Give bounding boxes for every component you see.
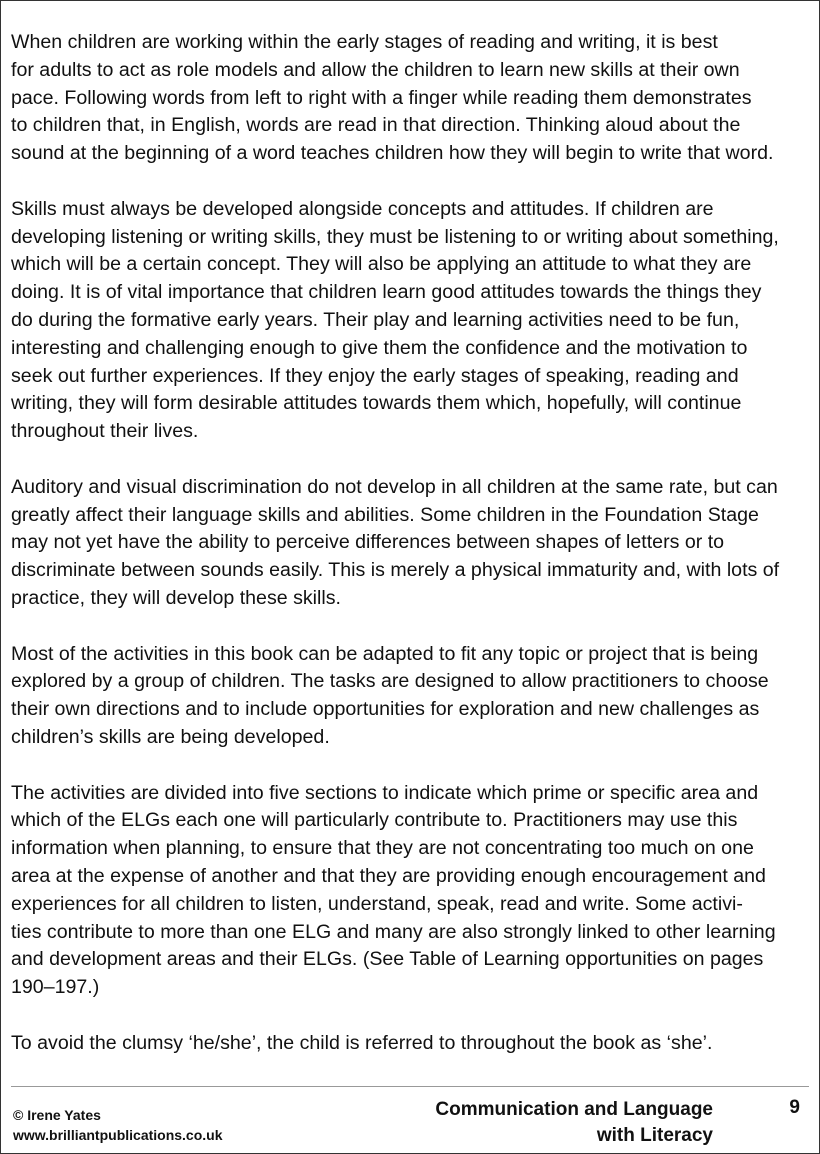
text-line: throughout their lives. xyxy=(11,420,199,443)
text-line: information when planning, to ensure that they are not concentrating too much on one xyxy=(11,837,754,860)
text-line: discriminate between sounds easily. This is merely a physical immaturity and, with lots of xyxy=(11,559,780,582)
text-line: writing, they will form desirable attitudes towards them which, hopefully, will continue xyxy=(11,392,742,415)
body-text xyxy=(11,29,801,1085)
text-line: doing. It is of vital importance that children learn good attitudes towards the things they xyxy=(11,281,762,304)
text-line: and development areas and their ELGs. (See Table of Learning opportunities on pages xyxy=(11,948,764,971)
text-line: seek out further experiences. If they enjoy the early stages of speaking, reading and xyxy=(11,364,739,387)
text-line: may not yet have the ability to perceive differences between shapes of letters or to xyxy=(11,531,725,554)
paragraph xyxy=(11,1030,801,1058)
paragraph xyxy=(11,29,801,168)
text-line: pace. Following words from left to right with a finger while reading them demonstrates xyxy=(11,86,752,109)
footer-divider xyxy=(11,1086,809,1087)
text-line: explored by a group of children. The tasks are designed to allow practitioners to choose xyxy=(11,670,769,693)
text-line: The activities are divided into five sections to indicate which prime or specific area and xyxy=(11,781,759,804)
text-line: developing listening or writing skills, they must be listening to or writing about something, xyxy=(11,225,779,248)
text-line: Skills must always be developed alongside concepts and attitudes. If children are xyxy=(11,197,714,220)
text-line: When children are working within the early stages of reading and writing, it is best xyxy=(11,31,718,53)
text-line: 190–197.) xyxy=(11,976,100,999)
text-line: Most of the activities in this book can be adapted to fit any topic or project that is being xyxy=(11,642,759,665)
text-line: area at the expense of another and that they are providing enough encouragement and xyxy=(11,864,766,887)
paragraph xyxy=(11,196,801,446)
text-line: experiences for all children to listen, understand, speak, read and write. Some activi- xyxy=(11,892,743,915)
page-number: 9 xyxy=(789,1097,800,1118)
book-title-line: Communication and Language xyxy=(435,1099,713,1120)
text-line: greatly affect their language skills and abilities. Some children in the Foundation Stage xyxy=(11,503,759,526)
text-line: do during the formative early years. Their play and learning activities need to be fun, xyxy=(11,308,740,331)
paragraph xyxy=(11,474,801,613)
text-line: To avoid the clumsy ‘he/she’, the child is referred to throughout the book as ‘she’. xyxy=(11,1031,713,1054)
text-line: their own directions and to include opportunities for exploration and new challenges as xyxy=(11,698,760,721)
text-line: which of the ELGs each one will particularly contribute to. Practitioners may use this xyxy=(11,809,738,832)
text-line: sound at the beginning of a word teaches children how they will begin to write that word. xyxy=(11,142,774,165)
paragraph xyxy=(11,641,801,752)
text-line: interesting and challenging enough to give them the confidence and the motivation to xyxy=(11,336,748,359)
text-line: Auditory and visual discrimination do not develop in all children at the same rate, but can xyxy=(11,475,778,498)
text-line: to children that, in English, words are read in that direction. Thinking aloud about the xyxy=(11,114,741,137)
text-line: which will be a certain concept. They will also be applying an attitude to what they are xyxy=(11,253,752,276)
paragraph xyxy=(11,780,801,1002)
text-line: ties contribute to more than one ELG and many are also strongly linked to other learning xyxy=(11,920,776,943)
text-line: practice, they will develop these skills. xyxy=(11,586,341,609)
publisher-website: www.brilliantpublications.co.uk xyxy=(13,1127,223,1143)
book-title-line: with Literacy xyxy=(596,1125,713,1146)
copyright-notice: © Irene Yates xyxy=(13,1107,101,1123)
text-line: children’s skills are being developed. xyxy=(11,725,330,748)
book-title xyxy=(435,1097,713,1149)
text-line: for adults to act as role models and allow the children to learn new skills at their own xyxy=(11,58,740,81)
